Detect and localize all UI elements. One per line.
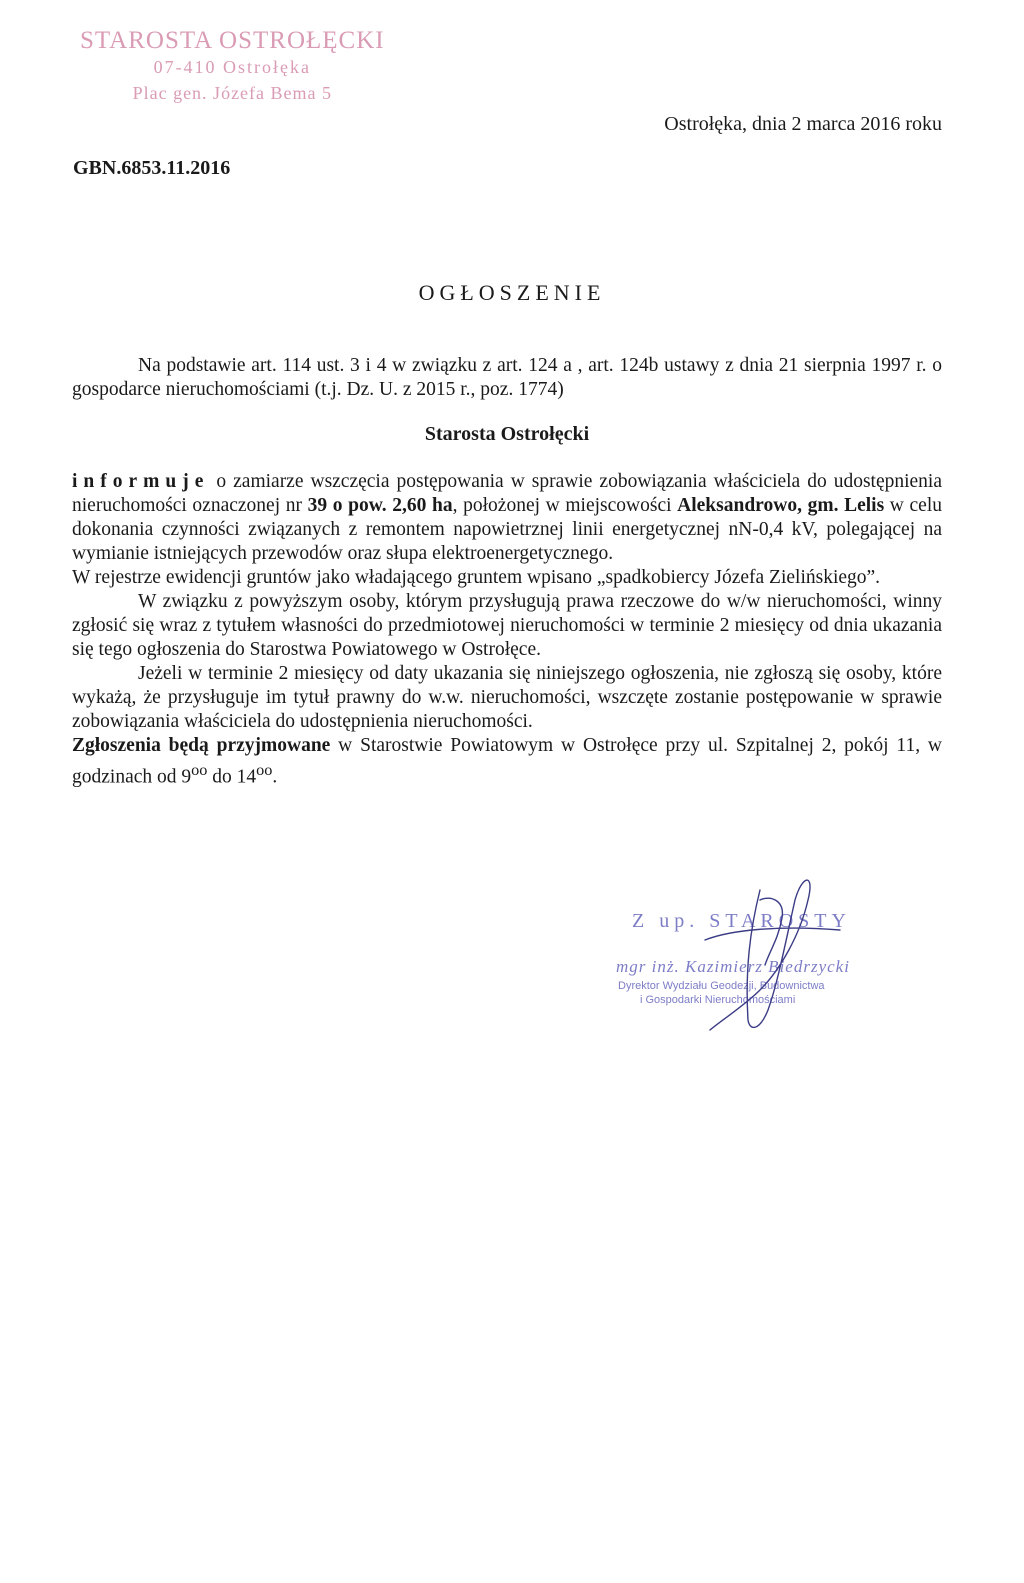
stamp-line-address: Plac gen. Józefa Bema 5 — [132, 83, 333, 103]
parcel-info: 39 o pow. 2,60 ha — [307, 495, 453, 516]
stamp-line-office: STAROSTA OSTROŁĘCKI — [80, 27, 385, 54]
paragraph-intent: informuje o zamiarze wszczęcia postępowania w sprawie zobowiązania właściciela do udostępnienia nieruchomości oznaczonej nr 39 o pow. 2,60 ha, położonej w miejscowości Aleksandrowo, gm. Lelis w celu dokonania czynności związanych z remontem napowietrznej linii energetycznej nN-0,4 kV, polegającej na wymianie istniejących przewodów oraz słupa elektroenergetycznego. — [72, 471, 942, 564]
document-date: Ostrołęka, dnia 2 marca 2016 roku — [664, 113, 942, 135]
legal-basis-paragraph: Na podstawie art. 114 ust. 3 i 4 w związku z art. 124 a , art. 124b ustawy z dnia 21 sierpnia 1997 r. o gospodarce nieruchomościami (t.j. Dz. U. z 2015 r., poz. 1774) — [72, 355, 942, 400]
location-info: Aleksandrowo, gm. Lelis — [677, 495, 885, 516]
paragraph-submission: Zgłoszenia będą przyjmowane w Starostwie Powiatowym w Ostrołęce przy ul. Szpitalnej 2, pokój 11, w godzinach od $9^{oo}$ do $14^{oo}$. — [72, 735, 942, 788]
office-stamp — [80, 28, 385, 106]
signature-stamp-department: i Gospodarki Nieruchomościami — [640, 994, 796, 1006]
handwritten-signature — [610, 870, 910, 1050]
submission-lead: Zgłoszenia będą przyjmowane — [72, 735, 331, 756]
stamp-line-city: 07-410 Ostrołęka — [153, 57, 312, 77]
paragraph-registry: W rejestrze ewidencji gruntów jako władającego gruntem wpisano „spadkobiercy Józefa Zielińskiego”. — [72, 567, 881, 588]
issuing-authority: Starosta Ostrołęcki — [424, 423, 590, 445]
paragraph-claim-deadline: W związku z powyższym osoby, którym przysługują prawa rzeczowe do w/w nieruchomości, winny zgłosić się wraz z tytułem własności do przedmiotowej nieruchomości w terminie 2 miesięcy od dnia ukazania się tego ogłoszenia do Starostwa Powiatowego w Ostrołęce. — [72, 591, 942, 660]
announcement-body — [72, 354, 942, 790]
signature-stamp-position: Dyrektor Wydziału Geodezji, Budownictwa — [618, 980, 825, 992]
informs-word: informuje — [72, 471, 210, 492]
signature-stamp-name: mgr inż. Kazimierz Biedrzycki — [616, 957, 850, 976]
paragraph-consequence: Jeżeli w terminie 2 miesięcy od daty ukazania się niniejszego ogłoszenia, nie zgłoszą się osoby, które wykażą, że przysługuje im tytuł prawny do w.w. nieruchomości, wszczęte zostanie postępowanie w sprawie zobowiązania właściciela do udostępnienia nieruchomości. — [72, 663, 942, 732]
reference-number: GBN.6853.11.2016 — [73, 157, 231, 179]
document-title: OGŁOSZENIE — [418, 280, 606, 305]
signature-block — [610, 870, 910, 1050]
signature-stamp-authority: Z up. STAROSTY — [632, 910, 851, 932]
